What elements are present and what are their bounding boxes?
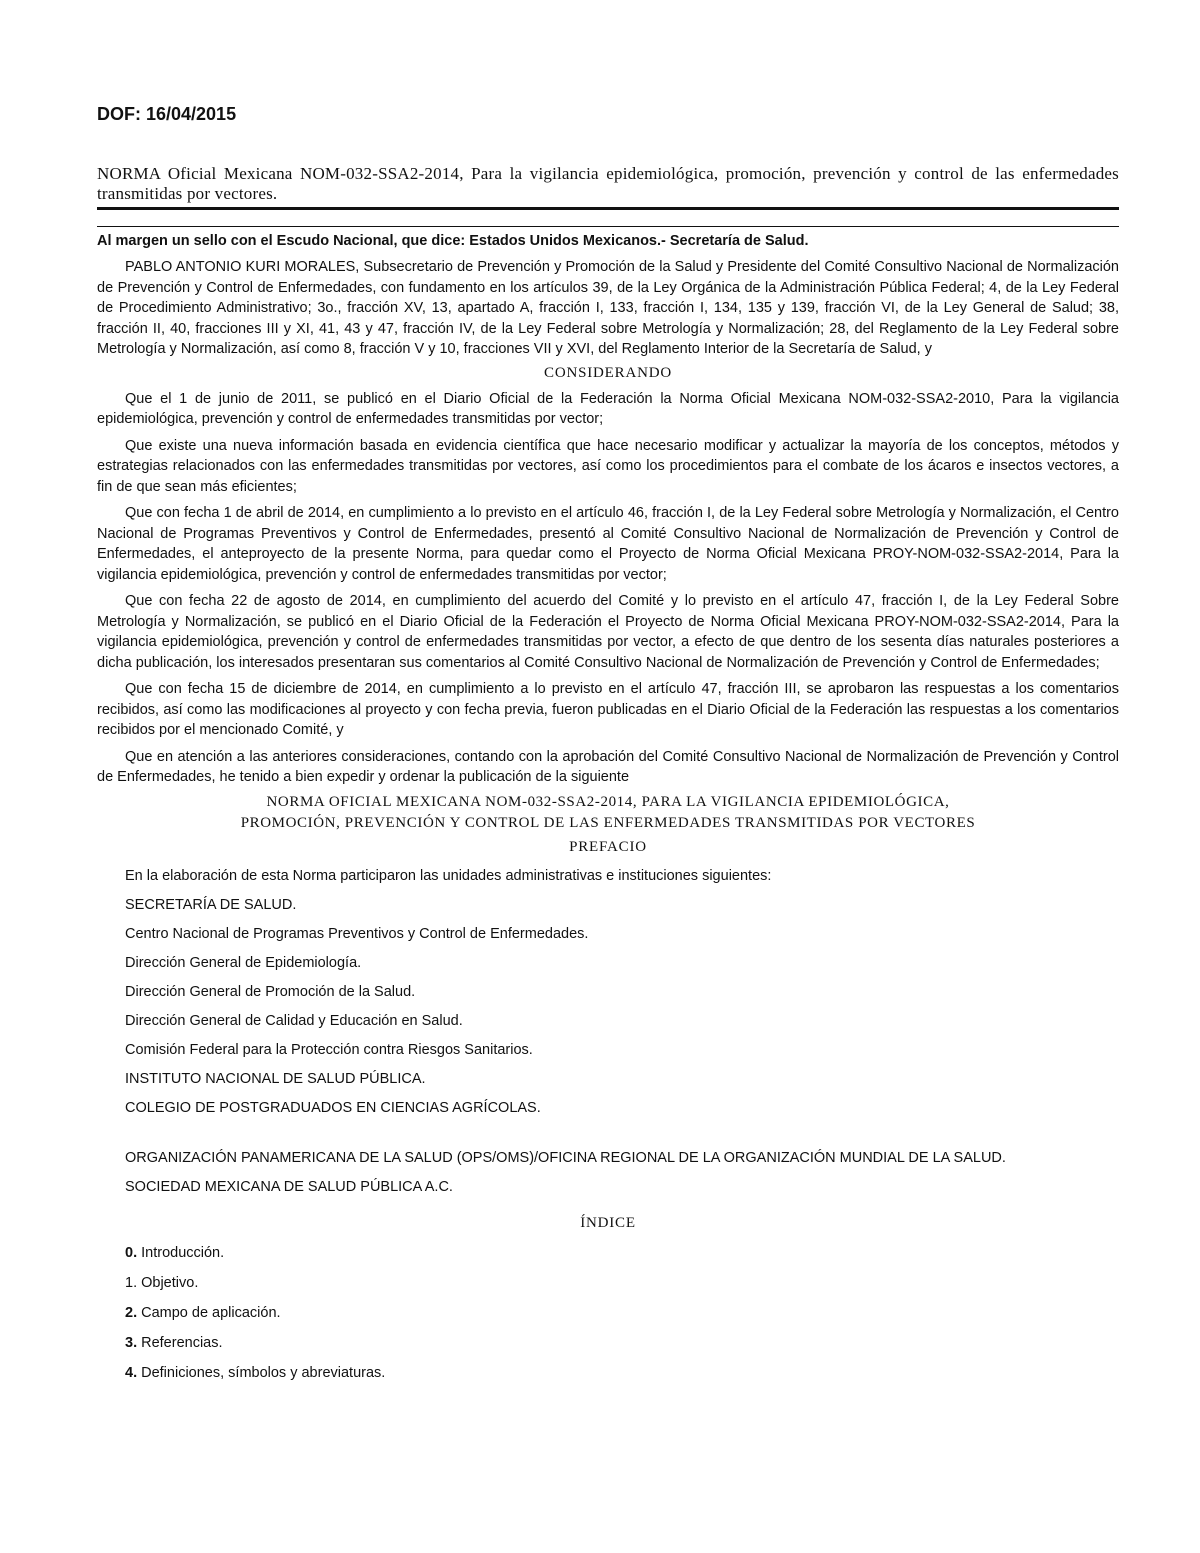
participant-item: INSTITUTO NACIONAL DE SALUD PÚBLICA. bbox=[125, 1070, 426, 1087]
intro-paragraph: PABLO ANTONIO KURI MORALES, Subsecretario de Prevención y Promoción de la Salud y Presidente del Comité Consultivo Nacional de Normalización de Prevención y Control de Enfermedades, con fundamento en los artículos 39, de la Ley Orgánica de la Administración Pública Federal; 4, de la Ley Federal de Procedimiento Administrativo; 3o., fracción XV, 13, apartado A, fracción I, 133, fracción I, 134, 135 y 139, fracción VI, de la Ley General de Salud; 38, fracción II, 40, fracciones III y XI, 41, 43 y 47, fracción IV, de la Ley Federal sobre Metrología y Normalización; 28, del Reglamento de la Ley Federal sobre Metrología y Normalización, así como 8, fracción V y 10, fracciones VII y XVI, del Reglamento Interior de la Secretaría de Salud, y bbox=[97, 259, 1119, 357]
indice-heading: ÍNDICE bbox=[580, 1215, 636, 1231]
dof-date: DOF: 16/04/2015 bbox=[97, 104, 237, 124]
norma-title-line: PROMOCIÓN, PREVENCIÓN Y CONTROL DE LAS ENFERMEDADES TRANSMITIDAS POR VECTORES bbox=[240, 814, 976, 831]
index-label: Definiciones, símbolos y abreviaturas. bbox=[137, 1365, 386, 1381]
title-rule-thick bbox=[97, 207, 1119, 210]
index-entry bbox=[97, 1333, 1119, 1353]
considerando-paragraph: Que con fecha 1 de abril de 2014, en cumplimiento a lo previsto en el artículo 46, fracción I, de la Ley Federal sobre Metrología y Normalización, el Centro Nacional de Programas Preventivos y Control de Enfermedades, presentó al Comité Consultivo Nacional de Normalización de Prevención y Control de Enfermedades, el anteproyecto de la presente Norma, para quedar como el Proyecto de Norma Oficial Mexicana PROY-NOM-032-SSA2-2014, Para la vigilancia epidemiológica, prevención y control de enfermedades transmitidas por vector; bbox=[97, 505, 1119, 583]
index-entry bbox=[97, 1273, 1119, 1293]
index-label: Introducción. bbox=[137, 1245, 225, 1261]
index-label: Referencias. bbox=[137, 1335, 223, 1351]
index-number: 4. bbox=[125, 1365, 138, 1381]
prefacio-heading: PREFACIO bbox=[569, 838, 647, 855]
participant-item: Dirección General de Promoción de la Salud. bbox=[125, 983, 416, 1000]
index-entry bbox=[97, 1363, 1119, 1383]
participant-item: COLEGIO DE POSTGRADUADOS EN CIENCIAS AGRÍCOLAS. bbox=[125, 1099, 541, 1116]
index-number: 1. bbox=[125, 1275, 138, 1291]
considerando-paragraph: Que con fecha 15 de diciembre de 2014, en cumplimiento a lo previsto en el artículo 47, fracción III, se aprobaron las respuestas a los comentarios recibidos, así como las modificaciones al proyecto y con fecha previa, fueron publicadas en el Diario Oficial de la Federación las respuestas a los comentarios recibidos por el mencionado Comité, y bbox=[97, 681, 1119, 738]
index-number: 3. bbox=[125, 1335, 138, 1351]
document-title: NORMA Oficial Mexicana NOM-032-SSA2-2014, Para la vigilancia epidemiológica, promoción, prevención y control de las enfermedades transmitidas por vectores. bbox=[97, 164, 1119, 203]
considerando-paragraph: Que existe una nueva información basada en evidencia científica que hace necesario modificar y actualizar la mayoría de los conceptos, métodos y estrategias relacionados con las enfermedades transmitidas por vectores, así como los procedimientos para el combate de los ácaros e insectos vectores, a fin de que sean más eficientes; bbox=[97, 437, 1119, 495]
considerando-paragraph: Que el 1 de junio de 2011, se publicó en el Diario Oficial de la Federación la Norma Oficial Mexicana NOM-032-SSA2-2010, Para la vigilancia epidemiológica, prevención y control de enfermedades transmitidas por vector; bbox=[97, 390, 1119, 427]
participant-item: SECRETARÍA DE SALUD. bbox=[125, 896, 297, 913]
considerando-paragraph: Que en atención a las anteriores consideraciones, contando con la aprobación del Comité Consultivo Nacional de Normalización de Prevención y Control de Enfermedades, he tenido a bien expedir y ordenar la publicación de la siguiente bbox=[97, 748, 1119, 785]
participant-item: Dirección General de Epidemiología. bbox=[125, 954, 362, 971]
index-entry bbox=[97, 1303, 1119, 1323]
margin-note: Al margen un sello con el Escudo Nacional, que dice: Estados Unidos Mexicanos.- Secretaría de Salud. bbox=[97, 233, 809, 249]
index-entry bbox=[97, 1243, 1119, 1263]
considerando-heading: CONSIDERANDO bbox=[544, 364, 672, 381]
document-page bbox=[97, 100, 1119, 1383]
title-rule-thin bbox=[97, 226, 1119, 227]
considerando-paragraph: Que con fecha 22 de agosto de 2014, en cumplimiento del acuerdo del Comité y lo previsto en el artículo 47, fracción I, de la Ley Federal Sobre Metrología y Normalización, se publicó en el Diario Oficial de la Federación el Proyecto de Norma Oficial Mexicana PROY-NOM-032-SSA2-2014, Para la vigilancia epidemiológica, prevención y control de enfermedades transmitidas por vector, a efecto de que dentro de los sesenta días naturales posteriores a dicha publicación, los interesados presentaran sus comentarios al Comité Consultivo Nacional de Normalización de Prevención y Control de Enfermedades; bbox=[97, 593, 1119, 671]
index-label: Objetivo. bbox=[137, 1275, 199, 1291]
index-label: Campo de aplicación. bbox=[137, 1305, 281, 1321]
index-number: 2. bbox=[125, 1305, 138, 1321]
norma-title-line: NORMA OFICIAL MEXICANA NOM-032-SSA2-2014, PARA LA VIGILANCIA EPIDEMIOLÓGICA, bbox=[266, 793, 950, 810]
participant-item: Comisión Federal para la Protección contra Riesgos Sanitarios. bbox=[125, 1041, 533, 1058]
spacer bbox=[97, 1118, 1119, 1148]
participant-item: ORGANIZACIÓN PANAMERICANA DE LA SALUD (OPS/OMS)/OFICINA REGIONAL DE LA ORGANIZACIÓN MUNDIAL DE LA SALUD. bbox=[125, 1149, 1006, 1166]
norma-title bbox=[97, 792, 1119, 834]
participant-item: Centro Nacional de Programas Preventivos y Control de Enfermedades. bbox=[125, 925, 589, 942]
index-number: 0. bbox=[125, 1245, 138, 1261]
participant-item: Dirección General de Calidad y Educación en Salud. bbox=[125, 1012, 463, 1029]
prefacio-intro: En la elaboración de esta Norma participaron las unidades administrativas e instituciones siguientes: bbox=[125, 867, 772, 884]
participant-item: SOCIEDAD MEXICANA DE SALUD PÚBLICA A.C. bbox=[125, 1179, 453, 1195]
